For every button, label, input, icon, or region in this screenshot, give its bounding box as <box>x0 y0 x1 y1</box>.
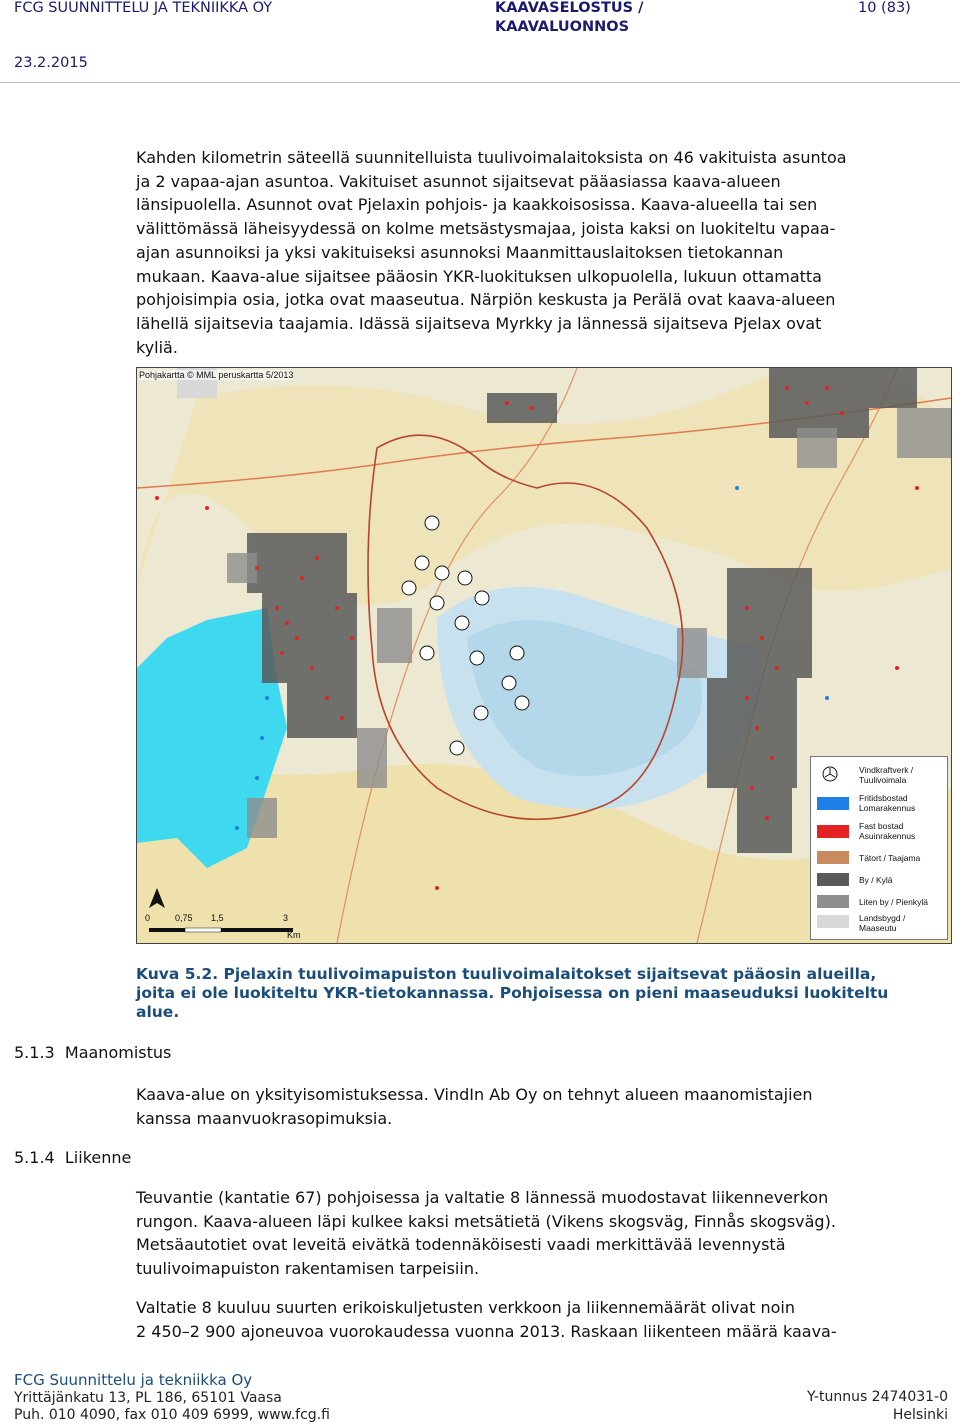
legend-label: Vindkraftverk / <box>859 765 914 775</box>
scale-label-2: 1,5 <box>211 913 224 923</box>
text-line: Valtatie 8 kuuluu suurten erikoiskuljetusten verkkoon ja liikennemäärät olivat noin <box>136 1298 795 1317</box>
figure-caption <box>136 965 952 1022</box>
text-line: mukaan. Kaava-alue sijaitsee pääosin YKR-luokituksen ulkopuolella, lukuun ottamatta <box>136 266 822 286</box>
text-line: Kaava-alue on yksityisomistuksessa. VindIn Ab Oy on tehnyt alueen maanomistajien <box>136 1085 813 1104</box>
legend-swatch-landsbygd <box>817 915 849 928</box>
header-doc-title: KAAVASELOSTUS / <box>495 0 644 16</box>
legend-label: Fast bostad <box>859 821 904 831</box>
map-credit: Pohjakartta © MML peruskartta 5/2013 <box>139 370 294 380</box>
legend-label: By / Kylä <box>859 875 893 885</box>
section-title-liikenne: 5.1.4 Liikenne <box>14 1148 132 1167</box>
map-legend <box>810 756 948 940</box>
legend-swatch-tatort <box>817 851 849 864</box>
text-line: kyliä. <box>136 337 178 357</box>
header-doc-subtitle: KAAVALUONNOS <box>495 19 630 35</box>
footer-left <box>14 1372 330 1425</box>
maanomistus-text <box>136 1083 952 1130</box>
text-line: rungon. Kaava-alueen läpi kulkee kaksi metsätietä (Vikens skogsväg, Finnås skogsväg). <box>136 1211 836 1231</box>
caption-line: alue. <box>136 1003 180 1021</box>
footer-address: Yrittäjänkatu 13, PL 186, 65101 Vaasa <box>14 1389 282 1406</box>
legend-swatch-fritid <box>817 797 849 810</box>
text-line: ja 2 vapaa-ajan asuntoa. Vakituiset asunnot sijaitsevat pääasiassa kaava-alueen <box>136 171 781 191</box>
footer-contact: Puh. 010 4090, fax 010 409 6999, www.fcg.fi <box>14 1407 330 1423</box>
legend-swatch-liten-by <box>817 895 849 908</box>
liikenne-text-1 <box>136 1186 952 1281</box>
legend-label: Fritidsbostad <box>859 793 908 803</box>
text-line: kanssa maanvuokrasopimuksia. <box>136 1108 393 1128</box>
caption-line: Kuva 5.2. Pjelaxin tuulivoimapuiston tuulivoimalaitokset sijaitsevat pääosin alueilla, <box>136 965 877 983</box>
turbine-icon <box>821 765 845 783</box>
text-line: välittömässä läheisyydessä on kolme metsästysmajaa, joista kaksi on luokiteltu vapaa- <box>136 219 836 239</box>
footer-right <box>807 1389 948 1424</box>
legend-label: Tätort / Taajama <box>859 853 921 863</box>
header-company: FCG SUUNNITTELU JA TEKNIIKKA OY <box>14 0 273 16</box>
scale-label-3: 3 <box>283 913 289 923</box>
text-line: lähellä sijaitsevia taajamia. Idässä sijaitseva Myrkky ja lännessä sijaitseva Pjelax ovat <box>136 313 822 333</box>
text-line: länsipuolella. Asunnot ovat Pjelaxin pohjois- ja kaakkoisosissa. Kaava-alueella tai sen <box>136 195 818 215</box>
liikenne-text-2 <box>136 1296 952 1343</box>
scale-label-0: 0 <box>145 913 151 923</box>
legend-label: Asuinrakennus <box>859 831 916 841</box>
legend-label: Landsbygd / <box>859 913 906 923</box>
caption-line: joita ei ole luokiteltu YKR-tietokannassa. Pohjoisessa on pieni maaseuduksi luokiteltu <box>136 984 889 1002</box>
header-page-number: 10 (83) <box>858 0 911 16</box>
text-line: Teuvantie (kantatie 67) pohjoisessa ja valtatie 8 lännessä muodostavat liikenneverkon <box>136 1188 829 1207</box>
footer-city: Helsinki <box>892 1406 948 1423</box>
legend-label: Maaseutu <box>859 923 897 933</box>
text-line: ajan asunnoiksi ja yksi vakituiseksi asunnoksi Maanmittauslaitoksen tietokannan <box>136 242 784 262</box>
legend-label: Liten by / Pienkylä <box>859 897 928 907</box>
header-date: 23.2.2015 <box>14 55 88 71</box>
legend-label: Lomarakennus <box>859 803 916 813</box>
intro-paragraph <box>136 146 952 359</box>
text-line: 2 450–2 900 ajoneuvoa vuorokaudessa vuonna 2013. Raskaan liikenteen määrä kaava- <box>136 1321 837 1341</box>
text-line: Metsäautotiet ovat leveitä eivätkä todennäköisesti vaadi merkittävää levennystä <box>136 1235 786 1255</box>
footer-company: FCG Suunnittelu ja tekniikka Oy <box>14 1371 253 1389</box>
scale-label-1: 0,75 <box>175 913 193 923</box>
legend-swatch-by <box>817 873 849 886</box>
section-title-maanomistus: 5.1.3 Maanomistus <box>14 1043 172 1062</box>
text-line: tuulivoimapuiston rakentamisen tarpeisiin. <box>136 1259 480 1279</box>
text-line: Kahden kilometrin säteellä suunnitelluista tuulivoimalaitoksista on 46 vakituista asuntoa <box>136 148 847 167</box>
legend-swatch-fast <box>817 825 849 838</box>
legend-label: Tuulivoimala <box>859 775 907 785</box>
footer-ytunnus: Y-tunnus 2474031-0 <box>807 1389 948 1405</box>
header-divider <box>0 82 960 83</box>
scale-unit: Km <box>287 930 301 940</box>
text-line: pohjoisimpia osia, jotka ovat maaseutua. Närpiön keskusta ja Perälä ovat kaava-alueen <box>136 290 836 310</box>
